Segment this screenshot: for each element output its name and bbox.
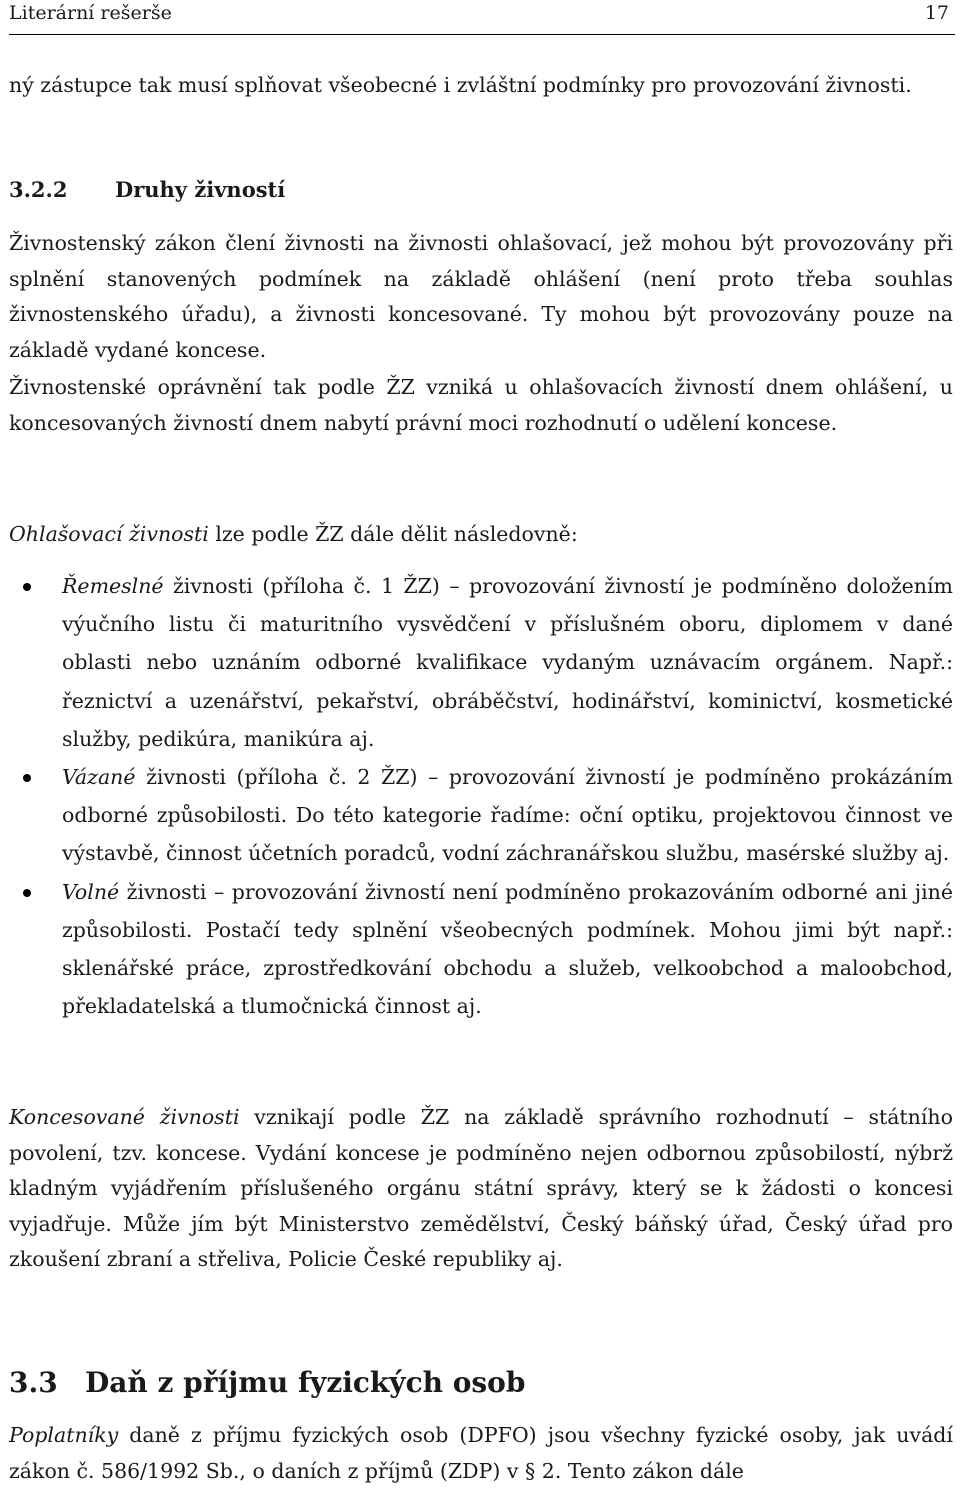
page-number: 17 [924,2,949,24]
emphasis: Vázané [62,765,136,790]
emphasis: Ohlašovací živnosti [9,522,209,546]
emphasis: Volné [62,879,120,904]
list-item [9,567,953,758]
paragraph-ohlasovaci [9,517,953,553]
bullet-icon [23,889,31,897]
paragraph-druhy-2: Živnostenské oprávnění tak podle ŽZ vzniká u ohlašovacích živností dnem ohlášení, u koncesovaných živností dnem nabytí právní moci rozhodnutí o udělení koncese. [9,375,953,435]
section-number: 3.3 [9,1366,58,1399]
list-item [9,758,953,873]
running-header [9,0,955,35]
paragraph-text: daně z příjmu fyzických osob (DPFO) jsou všechny fyzické osoby, jak uvádí zákon č. 586/1992 Sb., o daních z příjmů (ZDP) v § 2. Tento zákon dále [9,1423,953,1483]
section-heading-3-3 [9,1361,525,1405]
paragraph-text: lze podle ŽZ dále dělit následovně: [208,522,578,546]
paragraph-koncesovane [9,1100,953,1278]
section-heading-3-2-2 [9,172,285,208]
bullet-list [9,567,953,1025]
emphasis: Řemeslné [62,574,164,598]
header-title: Literární rešerše [9,2,172,24]
section-title: Daň z příjmu fyzických osob [85,1366,526,1399]
bullet-icon [23,774,31,782]
list-item-text: živnosti (příloha č. 2 ŽZ) – provozování živností je podmíněno prokázáním odborné způsobilosti. Do této kategorie řadíme: oční optiku, projektovou činnost ve výstavbě, činnost účetních poradců, vodní záchranářskou službu, masérské služby aj. [62,765,953,866]
paragraph-dpfo [9,1418,953,1489]
bullet-icon [23,583,31,591]
list-item [9,873,953,1026]
section-number: 3.2.2 [9,177,68,202]
paragraph-intro: ný zástupce tak musí splňovat všeobecné i zvláštní podmínky pro provozování živnosti. [9,73,912,97]
emphasis: Poplatníky [9,1423,119,1447]
list-item-text: živnosti – provozování živností není podmíněno prokazováním odborné ani jiné způsobilosti. Postačí tedy splnění všeobecných podmínek. Mohou jimi být např.: sklenářské práce, zprostředkování obchodu a služeb, velkoobchod a maloobchod, překladatelská a tlumočnická činnost aj. [62,879,953,1019]
paragraph-druhy-1: Živnostenský zákon člení živnosti na živnosti ohlašovací, jež mohou být provozovány při splnění stanovených podmínek na základě ohlášení (není proto třeba souhlas živnostenského úřadu), a živnosti koncesované. Ty mohou být provozovány pouze na základě vydané koncese. [9,231,953,362]
emphasis: Koncesované živnosti [9,1105,240,1129]
paragraph-text: vznikají podle ŽZ na základě správního rozhodnutí – státního povolení, tzv. koncese. Vydání koncese je podmíněno nejen odbornou způsobilostí, nýbrž kladným vyjádřením příslušeného orgánu státní správy, který se k žádosti o koncesi vyjadřuje. Může jím být Ministerstvo zemědělství, Český báňský úřad, Český úřad pro zkoušení zbraní a střeliva, Policie České republiky aj. [9,1105,953,1271]
list-item-text: živnosti (příloha č. 1 ŽZ) – provozování živností je podmíněno doložením výučního listu či maturitního vysvědčení v příslušném oboru, diplomem v dané oblasti nebo uznáním odborné kvalifikace vydaným uznávacím orgánem. Např.: řeznictví a uzenářství, pekařství, obráběčství, hodinářství, kominictví, kosmetické služby, pedikúra, manikúra aj. [62,574,953,751]
section-title: Druhy živností [115,177,286,202]
